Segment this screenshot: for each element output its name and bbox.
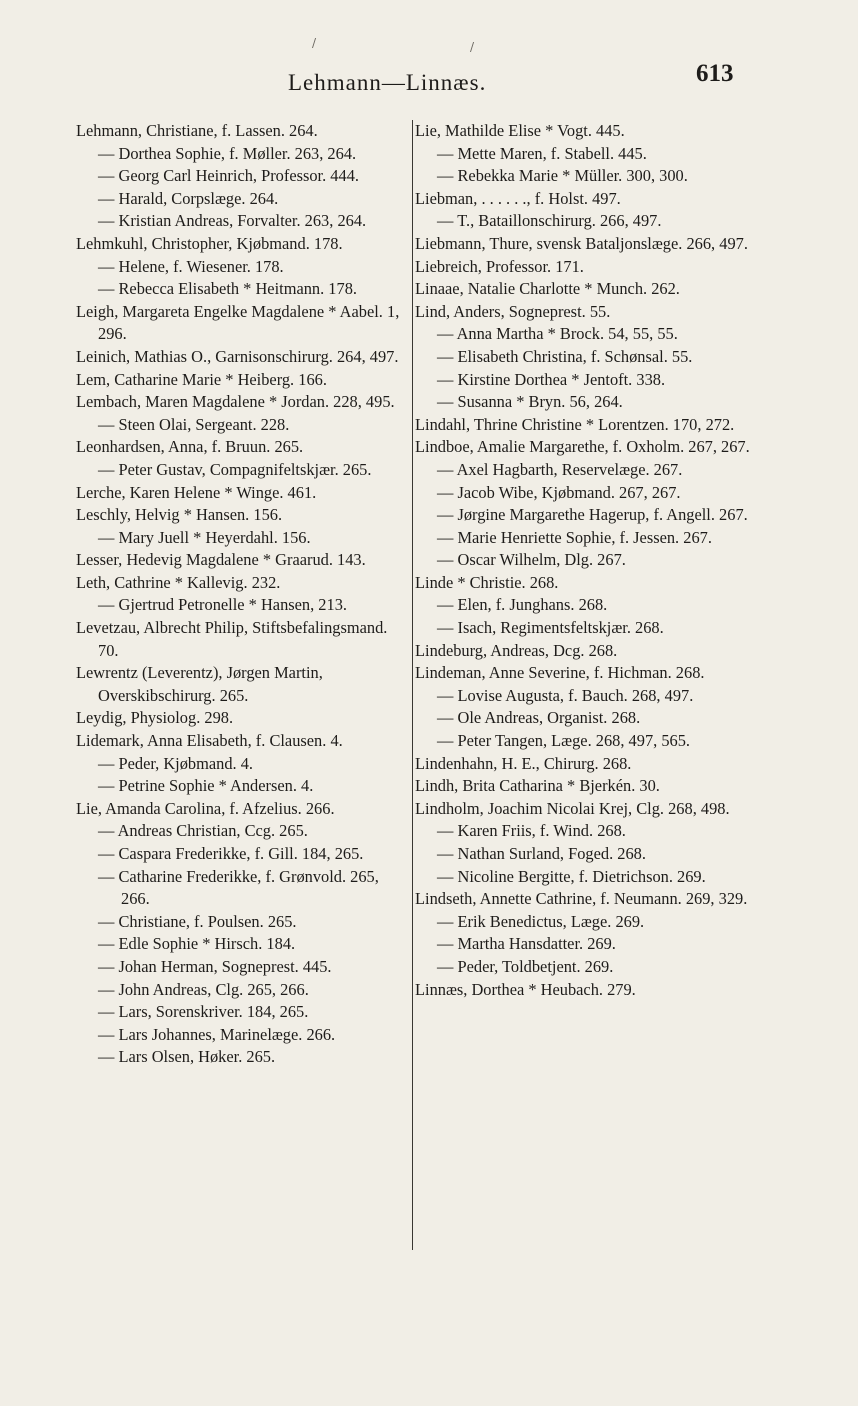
index-subentry: — Jacob Wibe, Kjøbmand. 267, 267. [437, 482, 681, 502]
index-subentry: — Peter Tangen, Læge. 268, 497, 565. [437, 731, 691, 751]
page-number: 613 [696, 60, 734, 87]
index-entry: Leonhardsen, Anna, f. Bruun. 265. [76, 437, 304, 457]
index-entry: Linaae, Natalie Charlotte * Munch. 262. [415, 279, 680, 299]
index-entry: Lehmann, Christiane, f. Lassen. 264. [76, 121, 318, 140]
decorative-mark: / [470, 40, 475, 54]
index-subentry: — Anna Martha * Brock. 54, 55, 55. [437, 324, 678, 344]
index-entry: Lindahl, Thrine Christine * Lorentzen. 170, 272. [415, 414, 735, 434]
index-entry: Lindeman, Anne Severine, f. Hichman. 268. [415, 663, 705, 683]
index-subentry: — T., Bataillonschirurg. 266, 497. [437, 211, 662, 231]
index-entry: Liebreich, Professor. 171. [415, 256, 584, 276]
index-subentry: — Kirstine Dorthea * Jentoft. 338. [437, 369, 666, 389]
decorative-mark: / [312, 36, 317, 50]
index-subentry: — Harald, Corpslæge. 264. [98, 188, 279, 208]
index-entry: Lewrentz (Leverentz), Jørgen Martin, Overskibschirurg. 265. [76, 663, 323, 705]
index-entry: Lem, Catharine Marie * Heiberg. 166. [76, 369, 327, 389]
index-subentry: — Lovise Augusta, f. Bauch. 268, 497. [437, 685, 694, 705]
index-entry: Levetzau, Albrecht Philip, Stiftsbefalingsmand. 70. [76, 618, 388, 660]
index-subentry: — Rebecca Elisabeth * Heitmann. 178. [98, 279, 357, 299]
index-entry: Lie, Amanda Carolina, f. Afzelius. 266. [76, 798, 335, 818]
index-subentry: — Helene, f. Wiesener. 178. [98, 256, 284, 276]
index-subentry: — Nicoline Bergitte, f. Dietrichson. 269. [437, 866, 706, 886]
index-entry: Lie, Mathilde Elise * Vogt. 445. [415, 121, 625, 140]
index-subentry: — John Andreas, Clg. 265, 266. [98, 979, 309, 999]
index-subentry: — Catharine Frederikke, f. Grønvold. 265, 266. [98, 866, 379, 909]
index-subentry: — Edle Sophie * Hirsch. 184. [98, 934, 296, 954]
index-entry: Lindboe, Amalie Margarethe, f. Oxholm. 267, 267. [415, 437, 750, 457]
index-subentry: — Jørgine Margarethe Hagerup, f. Angell. 267. [437, 505, 748, 525]
index-entry: Lesser, Hedevig Magdalene * Graarud. 143. [76, 550, 366, 570]
index-subentry: — Lars Olsen, Høker. 265. [98, 1047, 276, 1067]
index-subentry: — Erik Benedictus, Læge. 269. [437, 911, 645, 931]
index-entry: Leigh, Margareta Engelke Magdalene * Aabel. 1, 296. [76, 301, 400, 344]
index-entry: Liebman, . . . . . ., f. Holst. 497. [415, 188, 621, 208]
index-subentry: — Elen, f. Junghans. 268. [437, 595, 608, 615]
index-subentry: — Caspara Frederikke, f. Gill. 184, 265. [98, 844, 364, 863]
index-subentry: — Dorthea Sophie, f. Møller. 263, 264. [98, 143, 357, 163]
index-subentry: — Peder, Kjøbmand. 4. [98, 753, 254, 773]
index-entry: Lembach, Maren Magdalene * Jordan. 228, 495. [76, 392, 395, 412]
index-subentry: — Karen Friis, f. Wind. 268. [437, 821, 626, 841]
index-subentry: — Christiane, f. Poulsen. 265. [98, 911, 297, 931]
index-entry: Linde * Christie. 268. [415, 572, 559, 592]
index-subentry: — Oscar Wilhelm, Dlg. 267. [437, 550, 626, 570]
column-divider [412, 120, 413, 1250]
index-entry: Lindenhahn, H. E., Chirurg. 268. [415, 753, 632, 773]
index-subentry: — Susanna * Bryn. 56, 264. [437, 392, 623, 412]
running-header: Lehmann—Linnæs. [288, 70, 487, 95]
index-entry: Leydig, Physiolog. 298. [76, 708, 234, 728]
index-subentry: — Petrine Sophie * Andersen. 4. [98, 776, 314, 796]
left-column [76, 120, 410, 1069]
index-subentry: — Johan Herman, Sogneprest. 445. [98, 956, 332, 976]
index-subentry: — Steen Olai, Sergeant. 228. [98, 414, 290, 434]
index-subentry: — Peter Gustav, Compagnifeltskjær. 265. [98, 459, 372, 479]
index-subentry: — Ole Andreas, Organist. 268. [437, 708, 641, 728]
index-subentry: — Mary Juell * Heyerdahl. 156. [98, 527, 311, 547]
index-subentry: — Lars, Sorenskriver. 184, 265. [98, 1002, 309, 1022]
index-entry: Leschly, Helvig * Hansen. 156. [76, 505, 283, 525]
index-subentry: — Kristian Andreas, Forvalter. 263, 264. [98, 211, 367, 231]
index-entry: Lindseth, Annette Cathrine, f. Neumann. 269, 329. [415, 889, 748, 909]
index-entry: Lind, Anders, Sogneprest. 55. [415, 301, 611, 321]
index-subentry: — Martha Hansdatter. 269. [437, 934, 616, 954]
index-subentry: — Elisabeth Christina, f. Schønsal. 55. [437, 346, 693, 366]
index-entry: Leth, Cathrine * Kallevig. 232. [76, 572, 281, 592]
index-entry: Leinich, Mathias O., Garnisonschirurg. 264, 497. [76, 346, 399, 366]
index-entry: Lidemark, Anna Elisabeth, f. Clausen. 4. [76, 731, 343, 751]
index-subentry: — Nathan Surland, Foged. 268. [437, 844, 646, 863]
index-subentry: — Georg Carl Heinrich, Professor. 444. [98, 166, 359, 186]
index-entry: Lerche, Karen Helene * Winge. 461. [76, 482, 317, 502]
index-subentry: — Andreas Christian, Ccg. 265. [98, 821, 308, 841]
index-entry: Lindeburg, Andreas, Dcg. 268. [415, 640, 618, 660]
index-subentry: — Rebekka Marie * Müller. 300, 300. [437, 166, 688, 186]
index-entry: Lehmkuhl, Christopher, Kjøbmand. 178. [76, 233, 343, 253]
index-entry: Lindh, Brita Catharina * Bjerkén. 30. [415, 776, 660, 796]
index-subentry: — Isach, Regimentsfeltskjær. 268. [437, 618, 664, 638]
index-entry: Lindholm, Joachim Nicolai Krej, Clg. 268, 498. [415, 798, 730, 818]
index-entry: Linnæs, Dorthea * Heubach. 279. [415, 979, 636, 999]
right-column [415, 120, 761, 1001]
index-entry: Liebmann, Thure, svensk Bataljonslæge. 266, 497. [415, 233, 748, 253]
index-subentry: — Marie Henriette Sophie, f. Jessen. 267. [437, 527, 712, 547]
index-subentry: — Mette Maren, f. Stabell. 445. [437, 143, 647, 163]
index-subentry: — Peder, Toldbetjent. 269. [437, 956, 614, 976]
index-subentry: — Gjertrud Petronelle * Hansen, 213. [98, 595, 347, 615]
index-subentry: — Axel Hagbarth, Reservelæge. 267. [437, 459, 683, 479]
index-subentry: — Lars Johannes, Marinelæge. 266. [98, 1024, 336, 1044]
